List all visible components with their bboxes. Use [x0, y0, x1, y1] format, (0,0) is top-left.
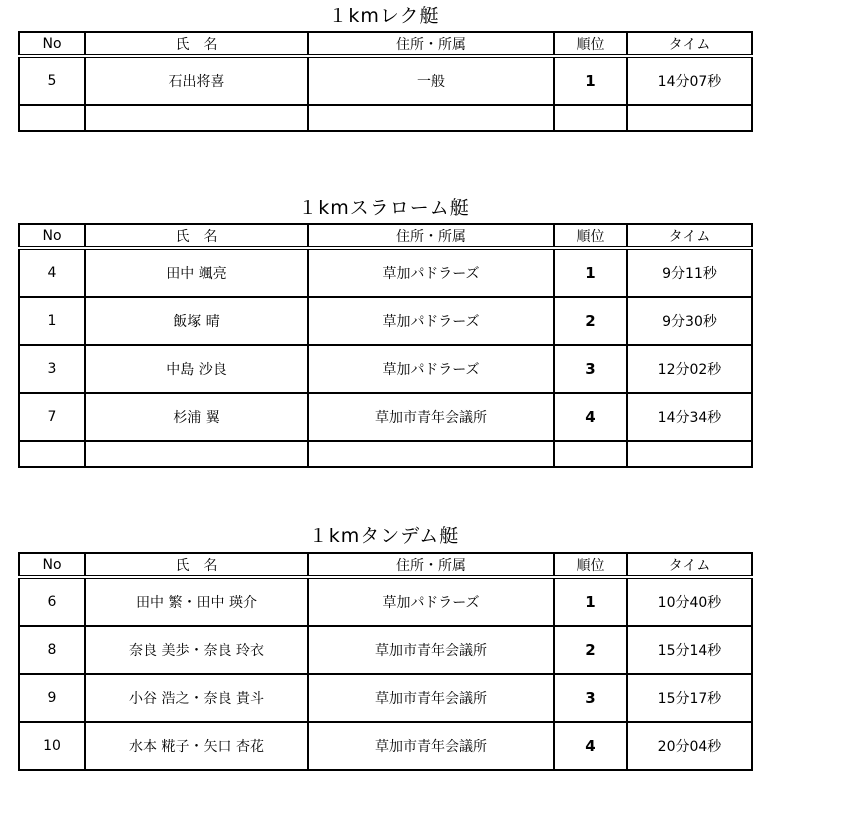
cell-empty	[627, 441, 752, 467]
cell-empty	[85, 105, 308, 131]
cell-name: 水本 糀子・矢口 杏花	[85, 722, 308, 770]
cell-rank: 2	[554, 297, 627, 345]
cell-affiliation: 草加パドラーズ	[308, 345, 554, 393]
header-row	[19, 553, 752, 577]
cell-empty	[308, 441, 554, 467]
cell-name: 田中 颯亮	[85, 248, 308, 297]
cell-no: 8	[19, 626, 85, 674]
col-header-no: No	[19, 224, 85, 248]
cell-empty	[554, 105, 627, 131]
table-row	[19, 56, 752, 105]
section-title-tandem: １kmタンデム艇	[308, 525, 460, 547]
cell-empty	[627, 105, 752, 131]
cell-time: 14分34秒	[627, 393, 752, 441]
cell-affiliation: 草加市青年会議所	[308, 674, 554, 722]
table-row	[19, 577, 752, 626]
cell-name: 小谷 浩之・奈良 貴斗	[85, 674, 308, 722]
cell-affiliation: 草加パドラーズ	[308, 577, 554, 626]
cell-no: 6	[19, 577, 85, 626]
cell-name: 飯塚 晴	[85, 297, 308, 345]
table-row	[19, 297, 752, 345]
cell-time: 15分17秒	[627, 674, 752, 722]
cell-time: 9分30秒	[627, 297, 752, 345]
col-header-rank: 順位	[554, 224, 627, 248]
cell-name: 杉浦 翼	[85, 393, 308, 441]
table-row	[19, 393, 752, 441]
results-table-tandem	[18, 552, 753, 771]
cell-no: 9	[19, 674, 85, 722]
col-header-time: タイム	[627, 553, 752, 577]
cell-time: 15分14秒	[627, 626, 752, 674]
col-header-name: 氏 名	[85, 553, 308, 577]
cell-rank: 3	[554, 674, 627, 722]
col-header-affiliation: 住所・所属	[308, 32, 554, 56]
col-header-affiliation: 住所・所属	[308, 224, 554, 248]
cell-time: 14分07秒	[627, 56, 752, 105]
results-table-slalom	[18, 223, 753, 468]
cell-affiliation: 草加パドラーズ	[308, 297, 554, 345]
cell-affiliation: 一般	[308, 56, 554, 105]
cell-no: 7	[19, 393, 85, 441]
col-header-name: 氏 名	[85, 32, 308, 56]
cell-rank: 2	[554, 626, 627, 674]
table-row	[19, 674, 752, 722]
section-title-rec: １kmレク艇	[328, 5, 440, 27]
cell-time: 12分02秒	[627, 345, 752, 393]
table-row	[19, 626, 752, 674]
cell-rank: 3	[554, 345, 627, 393]
cell-empty	[19, 441, 85, 467]
cell-affiliation: 草加市青年会議所	[308, 626, 554, 674]
header-row	[19, 224, 752, 248]
cell-name: 奈良 美歩・奈良 玲衣	[85, 626, 308, 674]
table-row	[19, 345, 752, 393]
cell-no: 1	[19, 297, 85, 345]
cell-time: 20分04秒	[627, 722, 752, 770]
cell-rank: 1	[554, 56, 627, 105]
cell-rank: 4	[554, 393, 627, 441]
col-header-rank: 順位	[554, 32, 627, 56]
cell-name: 田中 繁・田中 瑛介	[85, 577, 308, 626]
cell-affiliation: 草加市青年会議所	[308, 393, 554, 441]
results-table-rec	[18, 31, 753, 132]
col-header-name: 氏 名	[85, 224, 308, 248]
cell-no: 4	[19, 248, 85, 297]
cell-no: 10	[19, 722, 85, 770]
cell-empty	[85, 441, 308, 467]
cell-rank: 1	[554, 577, 627, 626]
cell-rank: 4	[554, 722, 627, 770]
col-header-rank: 順位	[554, 553, 627, 577]
cell-rank: 1	[554, 248, 627, 297]
table-row	[19, 722, 752, 770]
cell-name: 石出将喜	[85, 56, 308, 105]
cell-time: 9分11秒	[627, 248, 752, 297]
cell-empty	[308, 105, 554, 131]
col-header-time: タイム	[627, 224, 752, 248]
table-row	[19, 248, 752, 297]
col-header-no: No	[19, 553, 85, 577]
col-header-affiliation: 住所・所属	[308, 553, 554, 577]
cell-affiliation: 草加市青年会議所	[308, 722, 554, 770]
cell-empty	[19, 105, 85, 131]
col-header-no: No	[19, 32, 85, 56]
cell-name: 中島 沙良	[85, 345, 308, 393]
header-row	[19, 32, 752, 56]
cell-empty	[554, 441, 627, 467]
col-header-time: タイム	[627, 32, 752, 56]
cell-affiliation: 草加パドラーズ	[308, 248, 554, 297]
cell-no: 3	[19, 345, 85, 393]
section-title-slalom: １kmスラローム艇	[298, 197, 470, 219]
cell-no: 5	[19, 56, 85, 105]
blank-row	[19, 105, 752, 131]
blank-row	[19, 441, 752, 467]
cell-time: 10分40秒	[627, 577, 752, 626]
